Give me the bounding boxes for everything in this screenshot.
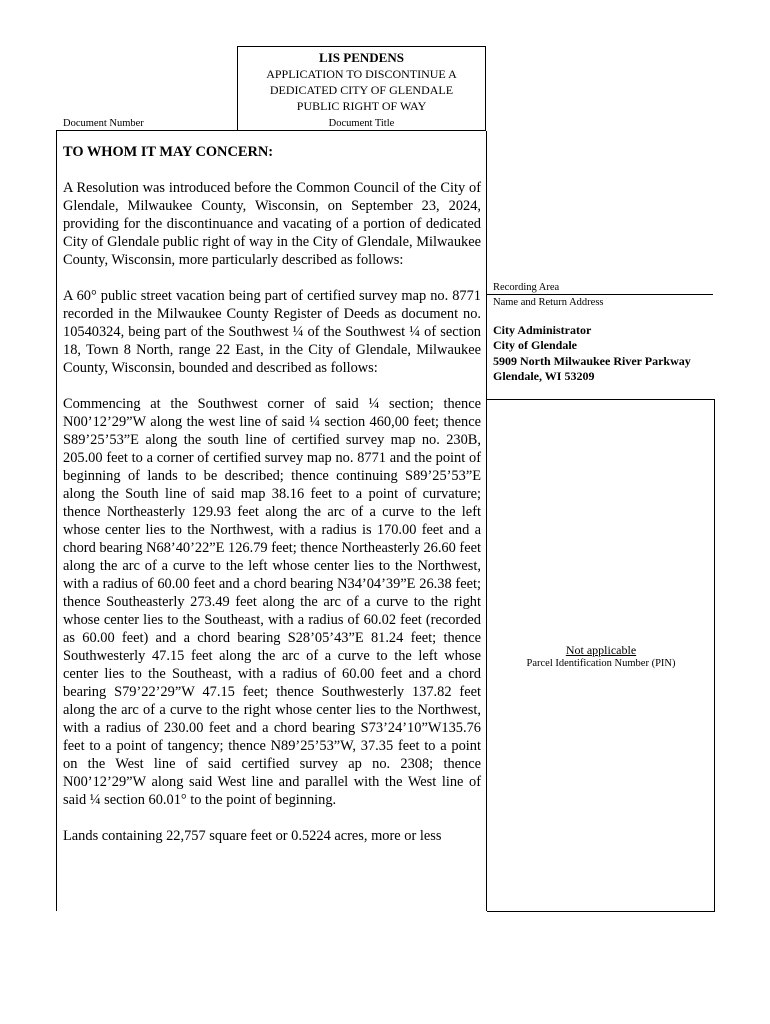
legal-description-text	[63, 143, 481, 845]
document-title-line-2: DEDICATED CITY OF GLENDALE	[269, 83, 454, 97]
recording-area-label: Recording Area	[493, 282, 560, 293]
return-address-line-2: City of Glendale	[493, 338, 577, 353]
return-address-line-1: City Administrator	[493, 323, 592, 337]
return-address-line-3: 5909 North Milwaukee River Parkway	[493, 353, 691, 368]
greeting: TO WHOM IT MAY CONCERN:	[63, 144, 274, 160]
document-title-line-3: PUBLIC RIGHT OF WAY	[296, 99, 427, 113]
parcel-id-value: Not applicable	[565, 643, 637, 657]
document-title-box	[237, 46, 486, 130]
document-number-label: Document Number	[63, 118, 144, 129]
document-title-line-1: APPLICATION TO DISCONTINUE A	[266, 67, 457, 81]
document-title-label: Document Title	[328, 118, 395, 129]
return-address-label: Name and Return Address	[493, 297, 604, 308]
vacation-paragraph: A 60° public street vacation being part of certified survey map no. 8771 recorded in the Milwaukee County Register of Deeds as document no. 10540324, being part of the Southwest ¼ of the Southwest ¼ of section 18, Town 8 North, range 22 East, in the City of Glendale, Milwaukee County, Wisconsin, bounded and described as follows:	[63, 288, 481, 376]
land-area-paragraph: Lands containing 22,757 square feet or 0.5224 acres, more or less	[63, 828, 442, 844]
parcel-id-label: Parcel Identification Number (PIN)	[526, 658, 676, 669]
metes-bounds-paragraph: Commencing at the Southwest corner of said ¼ section; thence N00’12’29”W along the west line of said ¼ section 460,00 feet; thence S89’25’53”E along the south line of certified survey map no. 230B, 205.00 feet to a corner of certified survey map no. 8771 and the point of beginning of lands to be described; thence continuing S89’25’53”E along the South line of said map 38.16 feet to a point of curvature; thence Northeasterly 129.93 feet along the arc of a curve to the left whose center lies to the Northwest, with a radius is 170.00 feet and a chord bearing N68’40’22”E 126.79 feet; thence Northeasterly 26.60 feet along the arc of a curve to the left whose center lies to the Northwest, with a radius of 60.00 feet and a chord bearing N34’04’39”E 26.38 feet; thence Southeasterly 273.49 feet along the arc of a curve to the right whose center lies to the Southeast, with a radius of 60.02 feet (recorded as 60.00 feet) and a chord bearing S28’05’43”E 81.24 feet; thence Southwesterly 47.15 feet along the arc of a curve to the left whose center lies to the Southeast, with a radius of 60.00 feet and a chord bearing S79’22’29”W 47.15 feet; thence Southwesterly 137.82 feet along the arc of a curve to the right whose center lies to the Northwest, with a radius of 230.00 feet and a chord bearing S73’24’10”W135.76 feet to a point of tangency; thence N89’25’53”W, 37.35 feet to a point on the West line of said certified survey ap no. 2308; thence N00’12’29”W along said West line and parallel with the West line of said ¼ section 60.01° to the point of beginning.	[63, 396, 481, 808]
recording-area-divider	[487, 294, 713, 295]
return-address-line-4: Glendale, WI 53209	[493, 368, 595, 383]
return-address	[493, 323, 691, 384]
document-title-main: LIS PENDENS	[319, 50, 404, 65]
resolution-paragraph: A Resolution was introduced before the Common Council of the City of Glendale, Milwaukee County, Wisconsin, on September 23, 2024, providing for the discontinuance and vacating of a portion of dedicated City of Glendale public right of way in the City of Glendale, Milwaukee County, Wisconsin, more particularly described as follows:	[63, 180, 481, 268]
